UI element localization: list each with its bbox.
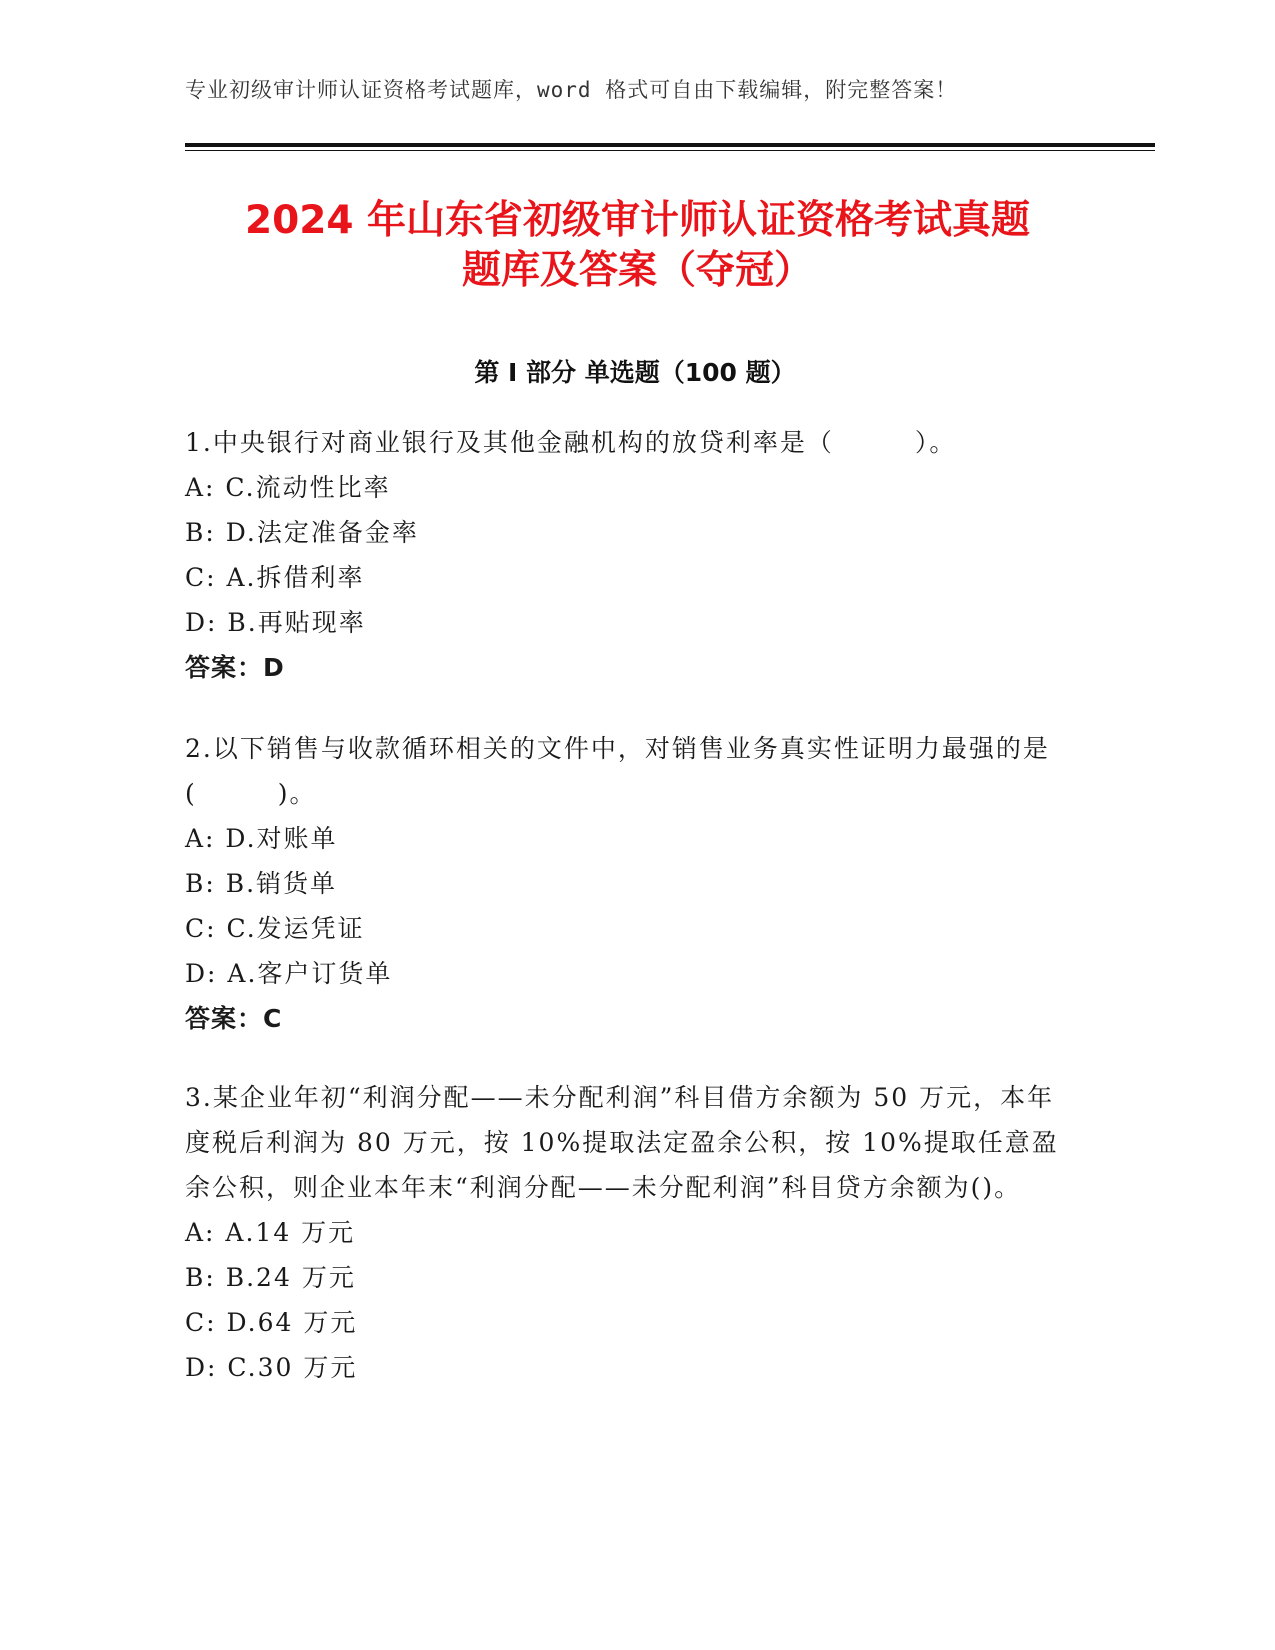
option-c: C: D.64 万元 [185, 1308, 358, 1337]
option-b: B: B.24 万元 [185, 1263, 356, 1292]
document-title-line-1: 2024 年山东省初级审计师认证资格考试真题 [244, 198, 1031, 243]
option-c: C: A.拆借利率 [185, 563, 365, 592]
answer: 答案：D [185, 653, 285, 682]
option-b: B: D.法定准备金率 [185, 518, 419, 547]
option-d: D: A.客户订货单 [185, 959, 393, 988]
option-b: B: B.销货单 [185, 869, 338, 898]
option-d: D: B.再贴现率 [185, 608, 366, 637]
question-text: 3.某企业年初“利润分配——未分配利润”科目借方余额为 50 万元，本年度税后利润为 80 万元，按 10%提取法定盈余公积，按 10%提取任意盈余公积，则企业本年末“利润分配——未分配利润”科目贷方余额为()。 [185, 1083, 1059, 1202]
question-text: 2.以下销售与收款循环相关的文件中，对销售业务真实性证明力最强的是( )。 [185, 734, 1050, 808]
option-a: A: C.流动性比率 [185, 473, 391, 502]
option-a: A: A.14 万元 [185, 1218, 356, 1247]
question-2 [185, 726, 1065, 1041]
header-divider-thin [185, 150, 1155, 151]
option-d: D: C.30 万元 [185, 1353, 358, 1382]
question-3 [185, 1075, 1065, 1390]
document-title-line-2: 题库及答案（夺冠） [461, 248, 813, 293]
question-text: 1.中央银行对商业银行及其他金融机构的放贷利率是（ ）。 [185, 428, 957, 457]
header-divider-thick [185, 143, 1155, 147]
section-title: 第 I 部分 单选题（100 题） [474, 358, 796, 387]
option-a: A: D.对账单 [185, 824, 338, 853]
document-title [150, 196, 1125, 296]
answer: 答案：C [185, 1004, 283, 1033]
header-note: 专业初级审计师认证资格考试题库，word 格式可自由下载编辑，附完整答案！ [185, 78, 958, 102]
option-c: C: C.发运凭证 [185, 914, 365, 943]
question-1 [185, 420, 1065, 690]
